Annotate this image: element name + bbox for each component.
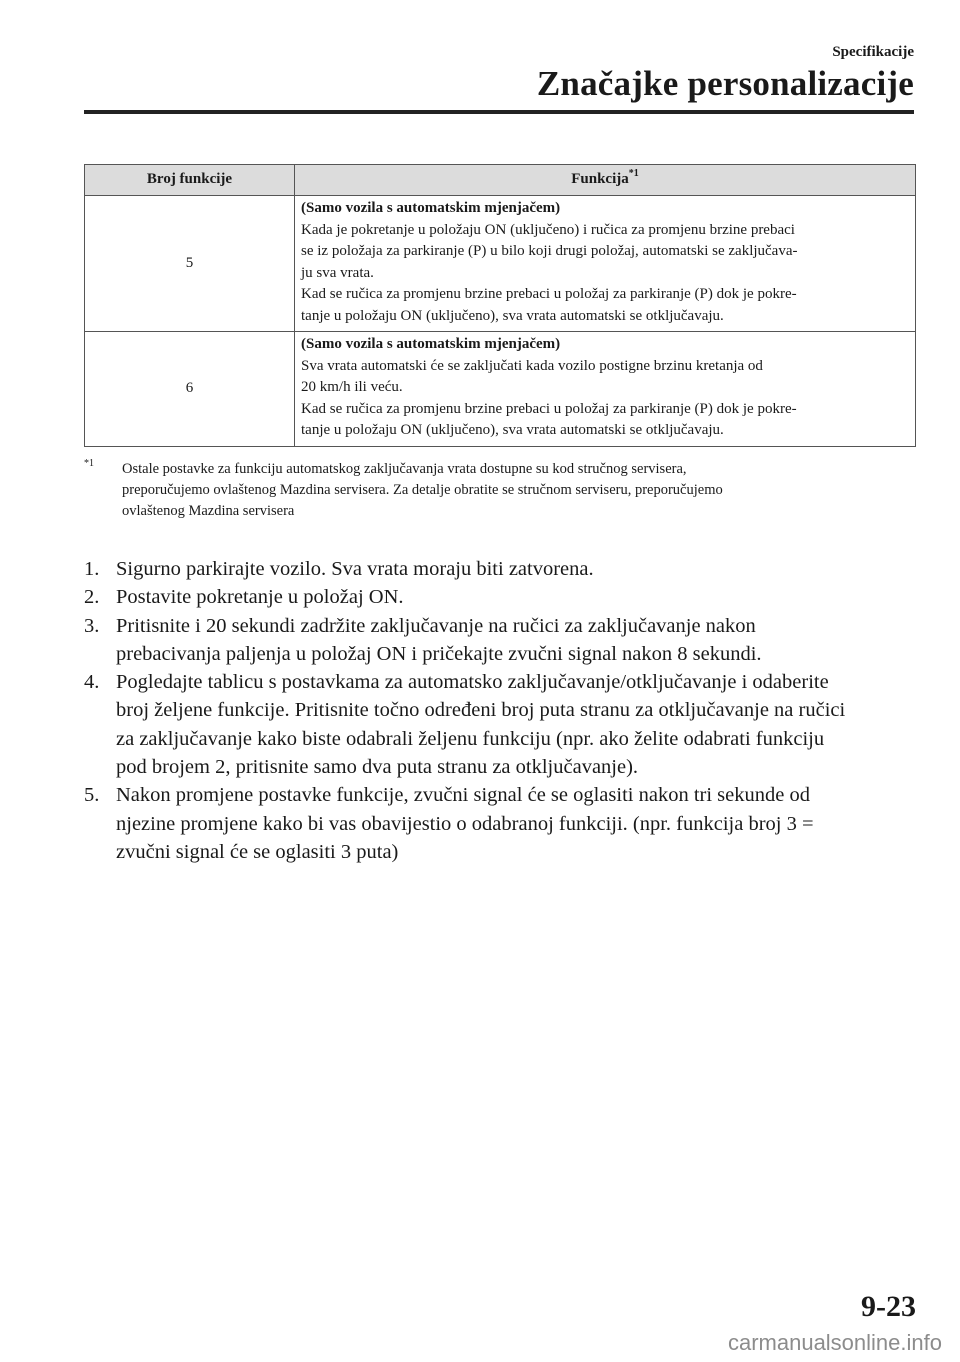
step-number: 5. [84, 784, 100, 807]
description-line: se iz položaja za parkiranje (P) u bilo koji drugi položaj, automatski se zaključava- [301, 243, 798, 259]
function-table [84, 164, 916, 447]
column-header-number: Broj funkcije [85, 165, 295, 196]
table-row [85, 332, 916, 447]
function-condition: (Samo vozila s automatskim mjenjačem) [301, 336, 561, 352]
step-number: 3. [84, 614, 100, 637]
description-line: ju sva vrata. [301, 264, 374, 281]
footnote-reference: *1 [628, 168, 639, 180]
function-number: 5 [85, 196, 295, 332]
description-line: Kada je pokretanje u položaju ON (uključeno) i ručica za promjenu brzine prebaci [301, 221, 795, 238]
list-item: 1. Sigurno parkirajte vozilo. Sva vrata moraju biti zatvorena. [84, 555, 916, 583]
column-header-function: Funkcija$^{*1}$ [295, 165, 916, 196]
footnote-mark: *1 [84, 458, 94, 470]
footnote [84, 459, 884, 522]
description-line: Sva vrata automatski će se zaključati kada vozilo postigne brzinu kretanja od [301, 357, 763, 374]
footnote-text: Ostale postavke za funkciju automatskog zaključavanja vrata dostupne su kod stručnog servisera, preporučujemo ovlaštenog Mazdina servisera. Za detalje obratite se stručnom serviseru, preporučujemo ovlaštenog Mazdina servisera [122, 461, 723, 519]
description-line: 20 km/h ili veću. [301, 379, 403, 395]
watermark: carmanualsonline.info [727, 1330, 942, 1355]
list-item: 5. Nakon promjene postavke funkcije, zvučni signal će se oglasiti nakon tri sekunde od njezine promjene kako bi vas obavijestio o odabranoj funkciji. (npr. funkcija broj 3 = zvučni signal će se oglasiti 3 puta) [84, 781, 916, 866]
table-header-row [85, 165, 916, 196]
table-row [85, 196, 916, 332]
function-number: 6 [85, 332, 295, 447]
function-description [295, 332, 916, 447]
step-number: 1. [84, 558, 100, 580]
description-line: Kad se ručica za promjenu brzine prebaci u položaj za parkiranje (P) dok je pokre- [301, 286, 797, 302]
description-line: tanje u položaju ON (uključeno), sva vrata automatski se otključavaju. [301, 422, 724, 438]
list-item: 4. Pogledajte tablicu s postavkama za automatsko zaključavanje/otključavanje i odaberite broj željene funkcije. Pritisnite točno određeni broj puta stranu za otključavanje na ručici za zaključavanje kako biste odabrali željenu funkciju (npr. ako želite odabrati funkciju pod brojem 2, pritisnite samo dva puta stranu za otključavanje). [84, 668, 916, 781]
description-line: Kad se ručica za promjenu brzine prebaci u položaj za parkiranje (P) dok je pokre- [301, 400, 797, 417]
page-title: Značajke personalizacije [536, 64, 914, 103]
instruction-steps [84, 555, 916, 866]
step-number: 2. [84, 586, 100, 609]
step-number: 4. [84, 671, 100, 694]
function-description [295, 196, 916, 332]
page-number: 9-23 [861, 1290, 916, 1323]
section-name: Specifikacije [832, 44, 914, 60]
header-divider [84, 110, 914, 114]
list-item: 2. Postavite pokretanje u položaj ON. [84, 583, 916, 611]
list-item: 3. Pritisnite i 20 sekundi zadržite zaključavanje na ručici za zaključavanje nakon prebacivanja paljenja u položaj ON i pričekajte zvučni signal nakon 8 sekundi. [84, 612, 916, 669]
description-line: tanje u položaju ON (uključeno), sva vrata automatski se otključavaju. [301, 307, 724, 324]
function-condition: (Samo vozila s automatskim mjenjačem) [301, 200, 561, 216]
